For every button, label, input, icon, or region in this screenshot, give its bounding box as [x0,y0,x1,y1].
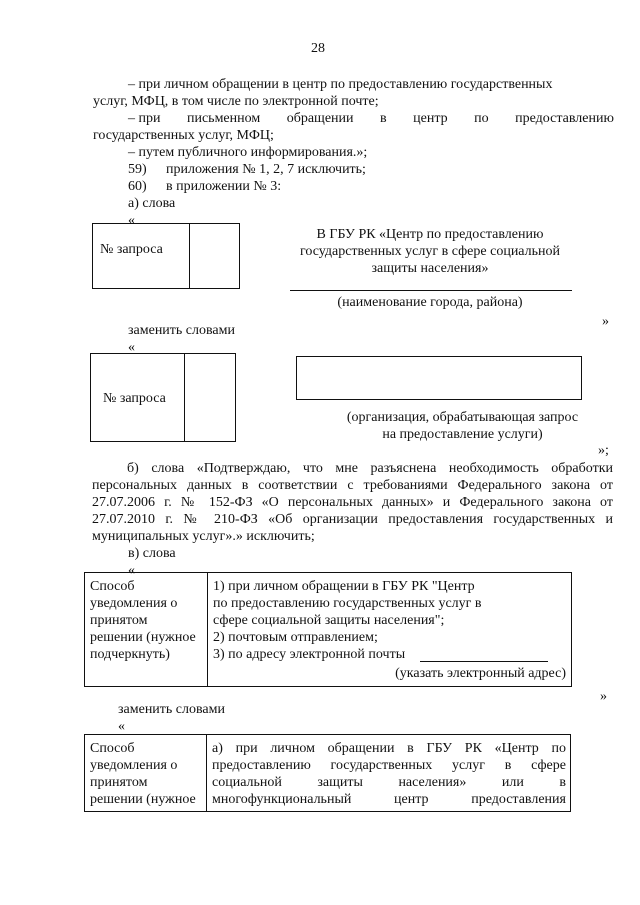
item-59-text: приложения № 1, 2, 7 исключить; [166,162,366,177]
word: письменном [186,111,261,126]
quote-close-semicolon: »; [598,443,609,458]
word: населения» [398,775,467,790]
label-line: Способ [90,741,135,756]
sub-item-b [92,460,613,545]
notification-options [213,578,482,663]
sub-item-b-line1: б) слова «Подтверждаю, что мне разъяснена необходимость обработки [127,461,613,476]
sub-item-v: в) слова [128,546,176,561]
quote-close: » [602,314,609,329]
list-item-personal-visit-line2: услуг, МФЦ, в том числе по электронной почте; [93,94,379,109]
option-line [212,774,566,791]
label-line: Способ [90,579,135,594]
organization-caption-line2: на предоставление услуги) [382,427,543,442]
item-59-number: 59) [128,162,147,177]
request-number-label: № запроса [100,242,163,257]
city-underline [290,290,572,291]
word: или [501,775,524,790]
notification-options-new [212,740,566,808]
word: центр [413,111,448,126]
label-line: подчеркнуть) [90,647,170,662]
request-number-divider [184,353,185,442]
sub-item-b-line5: муниципальных услуг».» исключить; [92,529,315,544]
recipient-block [275,226,585,277]
quote-open: « [128,213,135,228]
option-line: 2) почтовым отправлением; [213,630,378,645]
email-caption: (указать электронный адрес) [395,666,566,681]
recipient-line3: защиты населения» [371,261,489,276]
word: многофункциональный [212,792,352,807]
notification-method-label [90,578,196,663]
quote-close: » [600,689,607,704]
item-60-number: 60) [128,179,147,194]
organization-box [296,356,582,400]
request-number-divider [189,223,190,289]
word: защиты [317,775,363,790]
quote-open: « [128,563,135,578]
notification-table-divider [207,572,208,687]
option-line: по предоставлению государственных услуг в [213,596,482,611]
request-number-label: № запроса [103,391,166,406]
item-60-text: в приложении № 3: [166,179,282,194]
word: социальной [212,775,282,790]
label-line: уведомления о [90,596,178,611]
notification-method-label [90,740,196,808]
option-line: 1) при личном обращении в ГБУ РК "Центр [213,579,475,594]
option-line: сфере социальной защиты населения"; [213,613,445,628]
option-line: а) при личном обращении в ГБУ РК «Центр по [212,741,566,756]
option-line [212,791,566,808]
label-line: принятом [90,613,148,628]
sub-item-b-line4: 27.07.2010 г. № 210-ФЗ «Об организации предоставления государственных и [92,512,613,527]
email-underline [420,661,548,662]
label-line: решении (нужное [90,792,196,807]
quote-open: « [118,719,125,734]
option-line: предоставлению государственных услуг в сфере [212,758,566,773]
list-item-written-request-line1 [128,110,614,127]
sub-item-b-line3: 27.07.2006 г. № 152-ФЗ «О персональных данных» и Федерального закона от [92,495,613,510]
recipient-line2: государственных услуг в сфере социальной [299,244,561,259]
quote-open: « [128,340,135,355]
list-item-personal-visit-line1: – при личном обращении в центр по предоставлению государственных [128,77,553,92]
page-number: 28 [311,41,325,56]
replace-with-label: заменить словами [128,323,235,338]
option-line-email: 3) по адресу электронной почты [213,647,406,662]
recipient-line1: В ГБУ РК «Центр по предоставлению [316,227,544,242]
word: в [380,111,387,126]
organization-caption-line1: (организация, обрабатывающая запрос [346,410,579,425]
word: центр [394,792,429,807]
city-caption: (наименование города, района) [337,295,523,310]
notification-table-divider [206,734,207,812]
word: – при [128,111,161,126]
word: предоставления [471,792,566,807]
list-item-public-info: – путем публичного информирования.»; [128,145,368,160]
list-item-written-request-line2: государственных услуг, МФЦ; [93,128,274,143]
organization-caption [300,409,625,443]
word: обращении [286,111,354,126]
label-line: уведомления о [90,758,178,773]
word: предоставлению [515,111,614,126]
label-line: решении (нужное [90,630,196,645]
replace-with-label: заменить словами [118,702,225,717]
label-line: принятом [90,775,148,790]
sub-item-a: а) слова [128,196,176,211]
sub-item-b-line2: персональных данных в соответствии с требованиями Федерального закона от [92,478,613,493]
word: в [559,775,566,790]
word: по [474,111,489,126]
